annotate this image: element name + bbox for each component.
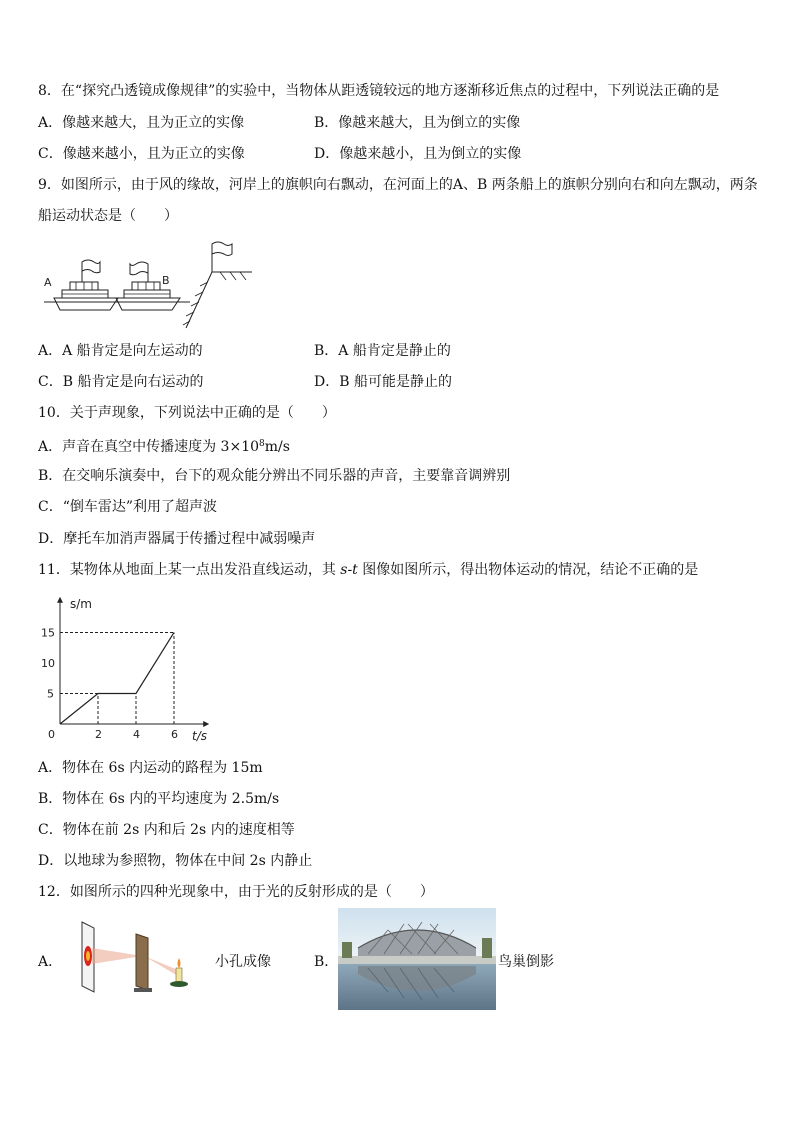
q12-option-a-label: A． — [38, 954, 63, 970]
x-tick-label-2: 2 — [95, 728, 102, 741]
q11-option-a: A．物体在 6s 内运动的路程为 15m — [38, 760, 263, 776]
q12-option-a-caption: 小孔成像 — [215, 954, 271, 970]
q10-option-d: D．摩托车加消声器属于传播过程中减弱噪声 — [38, 531, 316, 547]
q9-option-d: D．B 船可能是静止的 — [314, 374, 452, 390]
river-bank — [183, 242, 252, 328]
x-tick-label-4: 4 — [133, 728, 140, 741]
q11-stem-text: 11．某物体从地面上某一点出发沿直线运动，其 — [38, 562, 341, 578]
q12-option-b-label: B． — [314, 954, 339, 970]
q9-stem-line2: 船运动状态是（ ） — [38, 208, 178, 224]
birds-nest-reflection-photo — [338, 908, 496, 1010]
y-tick-label-15: 15 — [41, 626, 55, 640]
q9-stem-line1: 9．如图所示，由于风的缘故，河岸上的旗帜向右飘动，在河面上的A、B 两条船上的旗帜分别向右和向左飘动，两条 — [38, 177, 758, 193]
q10-option-a-unit: m/s — [264, 439, 290, 455]
pinhole-imaging-figure — [74, 918, 198, 998]
q12-option-b-caption: 鸟巢倒影 — [498, 954, 554, 970]
q8-stem: 8．在“探究凸透镜成像规律”的实验中，当物体从距透镜较远的地方逐渐移近焦点的过程中，下列说法正确的是 — [38, 83, 720, 99]
q10-stem: 10．关于声现象，下列说法中正确的是（ ） — [38, 405, 336, 421]
boat-b-label: B — [162, 274, 170, 287]
q11-option-c: C．物体在前 2s 内和后 2s 内的速度相等 — [38, 822, 295, 838]
q10-option-a — [38, 434, 290, 457]
boat-a-label: A — [44, 276, 52, 289]
x-axis-label: t/s — [192, 729, 207, 743]
q11-stem — [38, 560, 698, 580]
q9-boats-figure — [40, 240, 260, 330]
x-tick-label-6: 6 — [171, 728, 178, 741]
q8-option-d: D．像越来越小，且为倒立的实像 — [314, 146, 522, 162]
q11-stem-variable: s-t — [340, 562, 358, 578]
q10-option-b: B．在交响乐演奏中，台下的观众能分辨出不同乐器的声音，主要靠音调辨别 — [38, 468, 511, 484]
q10-option-a-text: A．声音在真空中传播速度为 3×10 — [38, 439, 260, 455]
boat-b — [116, 262, 180, 310]
q10-option-c: C．“倒车雷达”利用了超声波 — [38, 499, 218, 515]
q10-option-a-exponent: 8 — [259, 439, 265, 449]
st-line-series — [60, 633, 174, 725]
origin-label: 0 — [48, 728, 55, 741]
q8-option-c: C．像越来越小，且为正立的实像 — [38, 146, 245, 162]
q9-option-c: C．B 船肯定是向右运动的 — [38, 374, 204, 390]
q9-option-b: B．A 船肯定是静止的 — [314, 343, 451, 359]
y-tick-label-10: 10 — [41, 657, 55, 670]
q8-option-a: A．像越来越大，且为正立的实像 — [38, 115, 245, 131]
st-graph — [40, 590, 220, 750]
q11-option-b: B．物体在 6s 内的平均速度为 2.5m/s — [38, 791, 280, 807]
y-axis-label: s/m — [70, 597, 92, 611]
q11-stem-rest: 图像如图所示，得出物体运动的情况，结论不正确的是 — [357, 562, 699, 578]
q11-option-d: D．以地球为参照物，物体在中间 2s 内静止 — [38, 853, 313, 869]
y-tick-label-5: 5 — [47, 687, 54, 701]
q12-stem: 12．如图所示的四种光现象中，由于光的反射形成的是（ ） — [38, 884, 434, 900]
q8-option-b: B．像越来越大，且为倒立的实像 — [314, 115, 521, 131]
q9-option-a: A．A 船肯定是向左运动的 — [38, 343, 203, 359]
